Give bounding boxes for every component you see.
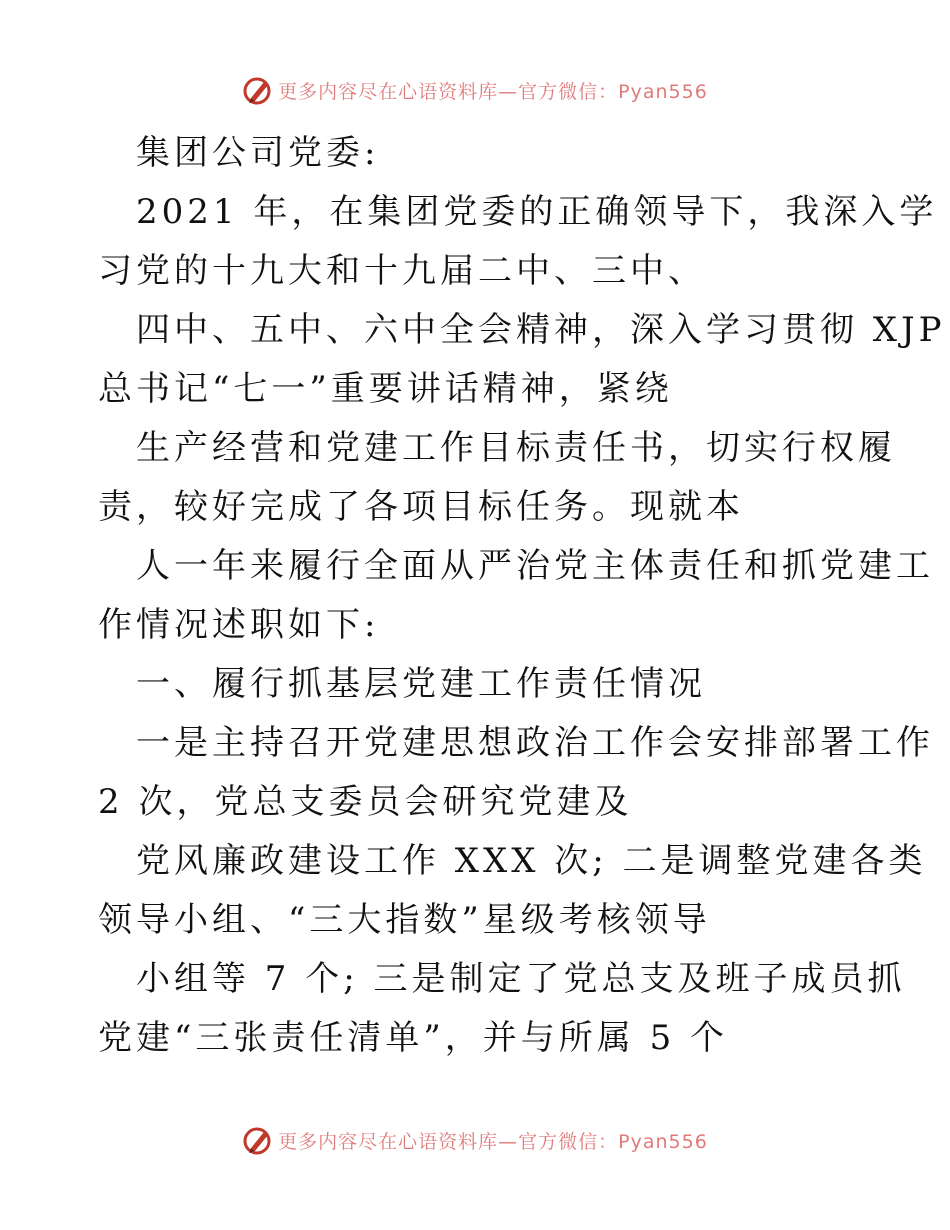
pen-logo-icon [242, 1124, 274, 1156]
text-line: 责，较好完成了各项目标任务。现就本 [98, 487, 744, 527]
text-line: 小组等 7 个; 三是制定了党总支及班子成员抓 [136, 959, 906, 999]
text-line: 习党的十九大和十九届二中、三中、 [98, 251, 706, 291]
text-line: 一是主持召开党建思想政治工作会安排部署工作 [136, 723, 934, 763]
text-line: 领导小组、“三大指数”星级考核领导 [98, 900, 711, 940]
text-line: 人一年来履行全面从严治党主体责任和抓党建工 [136, 546, 934, 586]
text-line: 生产经营和党建工作目标责任书，切实行权履 [136, 428, 896, 468]
section-heading: 一、履行抓基层党建工作责任情况 [136, 664, 706, 704]
text-line: 党建“三张责任清单”，并与所属 5 个 [98, 1018, 729, 1058]
document-body [98, 124, 946, 1068]
watermark-text: 更多内容尽在心语资料库—官方微信：Pyan556 [278, 1130, 708, 1153]
text-line: 2 次，党总支委员会研究党建及 [98, 782, 633, 822]
header-watermark [0, 70, 950, 110]
text-line: 作情况述职如下: [98, 605, 380, 645]
text-line: 四中、五中、六中全会精神，深入学习贯彻 XJP [136, 310, 946, 350]
footer-watermark [0, 1120, 950, 1160]
salutation: 集团公司党委: [136, 133, 380, 173]
watermark-text: 更多内容尽在心语资料库—官方微信：Pyan556 [278, 80, 708, 103]
pen-logo-icon [242, 74, 274, 106]
text-line: 总书记“七一”重要讲话精神，紧绕 [98, 369, 673, 409]
text-line: 2021 年，在集团党委的正确领导下，我深入学 [136, 192, 938, 232]
text-line: 党风廉政建设工作 XXX 次; 二是调整党建各类 [136, 841, 927, 881]
